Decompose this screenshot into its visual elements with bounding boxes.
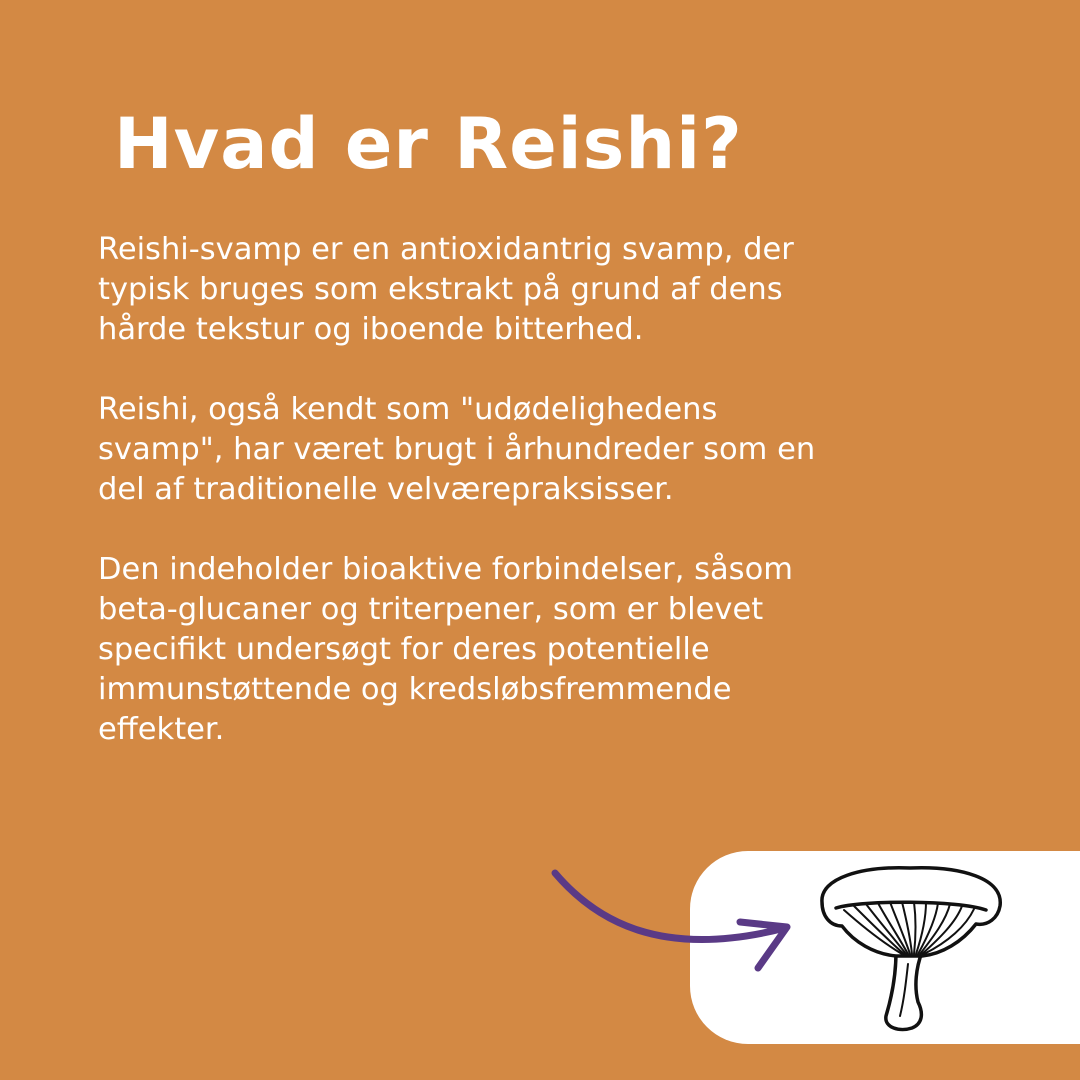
body-text (98, 230, 998, 790)
paragraph-intro (98, 230, 998, 350)
page-title: Hvad er Reishi? (114, 103, 743, 185)
text-line: Reishi, også kendt som "udødelighedens (98, 392, 718, 427)
text-line: effekter. (98, 712, 225, 747)
paragraph-compounds (98, 550, 998, 750)
text-line: specifikt undersøgt for deres potentielle (98, 632, 710, 667)
text-line: typisk bruges som ekstrakt på grund af dens (98, 272, 783, 307)
text-line: Den indeholder bioaktive forbindelser, såsom (98, 552, 793, 587)
text-line: hårde tekstur og iboende bitterhed. (98, 312, 644, 347)
arrow-right-icon (540, 860, 810, 980)
paragraph-history (98, 390, 998, 510)
text-line: immunstøttende og kredsløbsfremmende (98, 672, 732, 707)
text-line: del af traditionelle velværepraksisser. (98, 472, 674, 507)
mushroom-icon (812, 856, 1008, 1034)
text-line: beta-glucaner og triterpener, som er blevet (98, 592, 764, 627)
text-line: Reishi-svamp er en antioxidantrig svamp, der (98, 232, 794, 267)
text-line: svamp", har været brugt i århundreder som en (98, 432, 816, 467)
